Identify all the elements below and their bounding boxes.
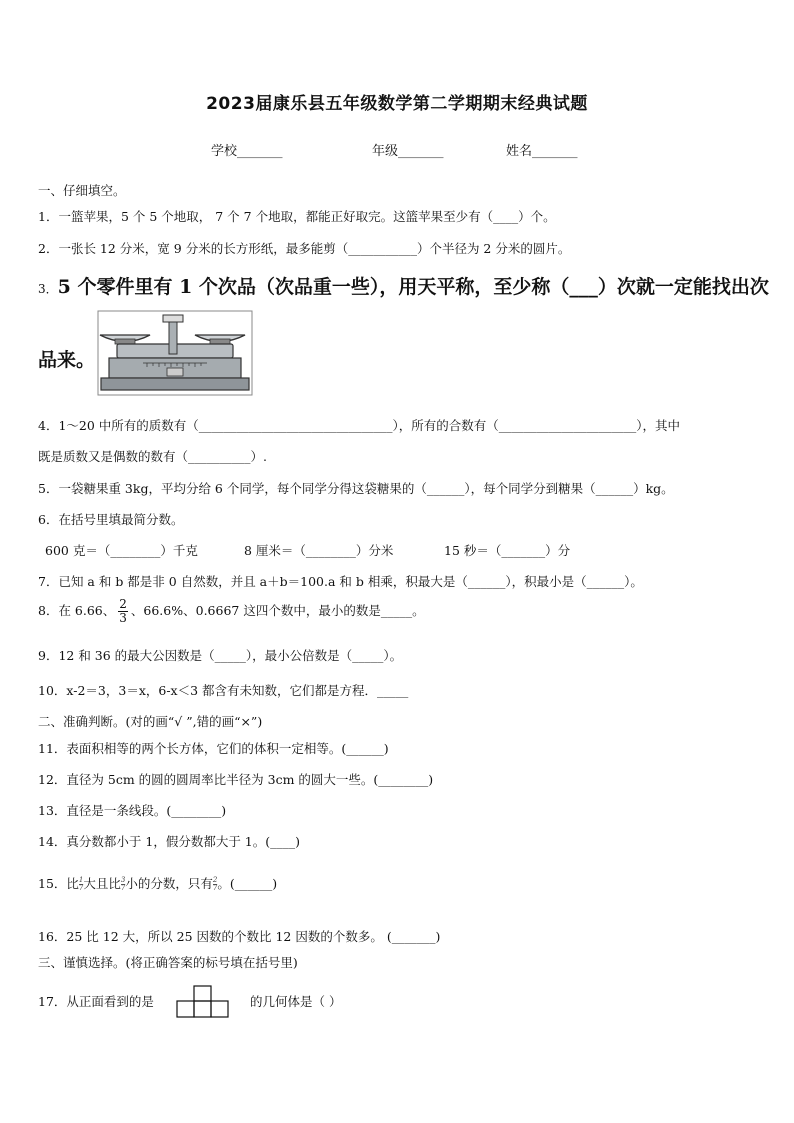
fraction-denominator: 7 <box>212 884 218 892</box>
question-13: 13．直径是一条线段。(________) <box>38 803 227 818</box>
question-1: 1．一篮苹果，5 个 5 个地取， 7 个 7 个地取，都能正好取完。这篮苹果至少有（____）个。 <box>38 209 556 224</box>
question-6-part-b: 8 厘米＝（________）分米 <box>244 543 394 558</box>
question-6: 6．在括号里填最简分数。 <box>38 512 184 527</box>
question-15 <box>38 874 277 892</box>
fraction-denominator: 7 <box>120 884 126 892</box>
question-15-part-2: 大且比 <box>83 876 121 891</box>
question-5: 5．一袋糖果重 3kg，平均分给 6 个同学，每个同学分得这袋糖果的（______），每个同学分到糖果（______）kg。 <box>38 481 674 496</box>
question-16: 16．25 比 12 大，所以 25 因数的个数比 12 因数的个数多。 (_______) <box>38 929 441 944</box>
question-6-part-a: 600 克＝（________）千克 <box>45 543 198 558</box>
section-heading-multiple-choice: 三、谨慎选择。(将正确答案的标号填在括号里) <box>38 955 298 970</box>
question-2: 2．一张长 12 分米，宽 9 分米的长方形纸，最多能剪（___________）个半径为 2 分米的圆片。 <box>38 241 571 256</box>
question-4-line-2: 既是质数又是偶数的数有（__________）. <box>38 449 267 464</box>
front-view-blocks-icon <box>175 985 231 1019</box>
question-8 <box>38 598 425 625</box>
fraction-numerator: 3 <box>120 876 126 884</box>
question-7: 7．已知 a 和 b 都是非 0 自然数，并且 a＋b＝100.a 和 b 相乘，积最大是（______），积最小是（______）。 <box>38 574 643 589</box>
question-11: 11．表面积相等的两个长方体，它们的体积一定相等。(______) <box>38 741 389 756</box>
question-12: 12．直径为 5cm 的圆的圆周率比半径为 3cm 的圆大一些。(________) <box>38 772 434 787</box>
question-9: 9．12 和 36 的最大公因数是（_____），最小公倍数是（_____）。 <box>38 648 403 663</box>
page-title: 2023届康乐县五年级数学第二学期期末经典试题 <box>206 94 588 114</box>
question-17-part-1: 17．从正面看到的是 <box>38 994 154 1009</box>
question-17-part-2: 的几何体是（ ） <box>250 994 342 1009</box>
balance-scale-icon <box>95 308 255 398</box>
question-15-part-3: 小的分数，只有 <box>125 876 213 891</box>
section-heading-true-false: 二、准确判断。(对的画“√ ”,错的画“×”) <box>38 714 263 729</box>
question-6-part-c: 15 秒＝（_______）分 <box>444 543 571 558</box>
question-14: 14．真分数都小于 1，假分数都大于 1。(____) <box>38 834 301 849</box>
question-3-continued: 品来。 <box>38 349 96 371</box>
question-15-part-4: 。(______) <box>217 876 278 891</box>
fraction-numerator: 2 <box>119 597 127 611</box>
fraction-denominator: 3 <box>119 611 127 625</box>
question-8-suffix: 、66.6%、0.6667 这四个数中，最小的数是_____。 <box>130 603 425 618</box>
question-10: 10．x-2＝3，3＝x，6-x＜3 都含有未知数，它们都是方程．_____ <box>38 683 409 698</box>
fraction-two-thirds <box>118 598 128 625</box>
fraction-numerator: 2 <box>212 876 218 884</box>
section-heading-fill-in: 一、仔细填空。 <box>38 183 126 198</box>
fraction-denominator: 7 <box>78 884 84 892</box>
question-3-number: 3． <box>38 282 58 296</box>
question-8-prefix: 8．在 6.66、 <box>38 603 116 618</box>
question-15-part-1: 15．比 <box>38 876 79 891</box>
question-4-line-1: 4．1～20 中所有的质数有（_______________________________），所有的合数有（______________________），其中 <box>38 418 681 433</box>
name-field: 姓名_______ <box>506 144 578 159</box>
fraction-numerator: 1 <box>78 876 84 884</box>
school-field: 学校_______ <box>211 144 283 159</box>
question-3 <box>38 272 769 299</box>
grade-field: 年级_______ <box>372 144 444 159</box>
question-3-text: 5 个零件里有 1 个次品（次品重一些），用天平称，至少称（___）次就一定能找出次 <box>57 276 769 298</box>
